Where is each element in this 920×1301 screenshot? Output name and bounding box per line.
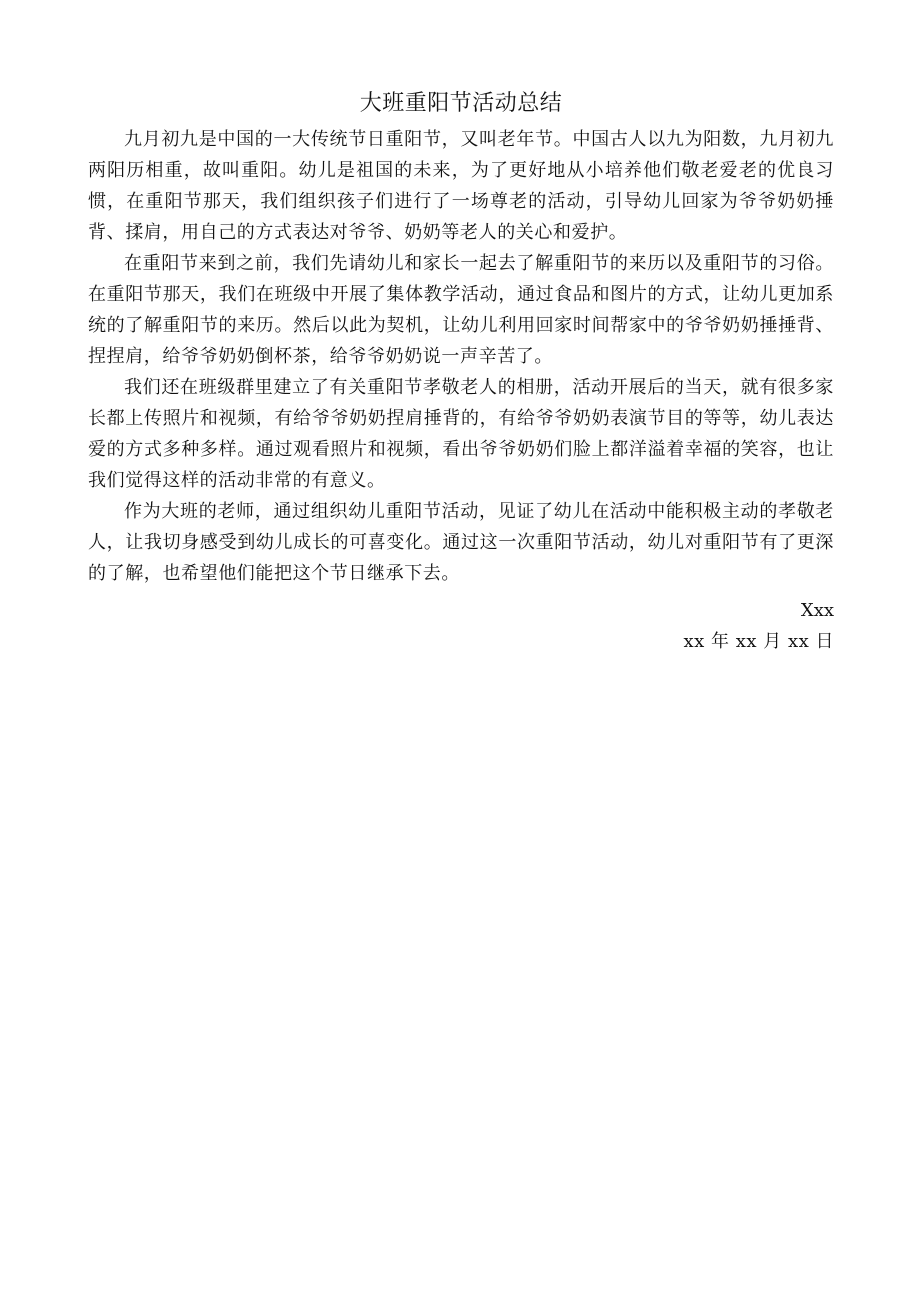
paragraph-2: 在重阳节来到之前，我们先请幼儿和家长一起去了解重阳节的来历以及重阳节的习俗。在重阳节那天，我们在班级中开展了集体教学活动，通过食品和图片的方式，让幼儿更加系统的了解重阳节的来历。然后以此为契机，让幼儿利用回家时间帮家中的爷爷奶奶捶捶背、捏捏肩，给爷爷奶奶倒杯茶，给爷爷奶奶说一声辛苦了。 — [88, 253, 834, 367]
paragraph-4: 作为大班的老师，通过组织幼儿重阳节活动，见证了幼儿在活动中能积极主动的孝敬老人，让我切身感受到幼儿成长的可喜变化。通过这一次重阳节活动，幼儿对重阳节有了更深的了解，也希望他们能把这个节日继承下去。 — [88, 501, 834, 584]
paragraph-3: 我们还在班级群里建立了有关重阳节孝敬老人的相册，活动开展后的当天，就有很多家长都上传照片和视频，有给爷爷奶奶捏肩捶背的，有给爷爷奶奶表演节目的等等，幼儿表达爱的方式多种多样。通过观看照片和视频，看出爷爷奶奶们脸上都洋溢着幸福的笑容，也让我们觉得这样的活动非常的有意义。 — [88, 377, 834, 491]
document-page — [88, 86, 834, 657]
signature: Xxx — [800, 600, 834, 621]
date-line: xx 年 xx 月 xx 日 — [683, 631, 834, 652]
paragraph-1: 九月初九是中国的一大传统节日重阳节，又叫老年节。中国古人以九为阳数，九月初九两阳历相重，故叫重阳。幼儿是祖国的未来，为了更好地从小培养他们敬老爱老的优良习惯，在重阳节那天，我们组织孩子们进行了一场尊老的活动，引导幼儿回家为爷爷奶奶捶背、揉肩，用自己的方式表达对爷爷、奶奶等老人的关心和爱护。 — [88, 129, 834, 243]
document-title: 大班重阳节活动总结 — [359, 91, 563, 116]
